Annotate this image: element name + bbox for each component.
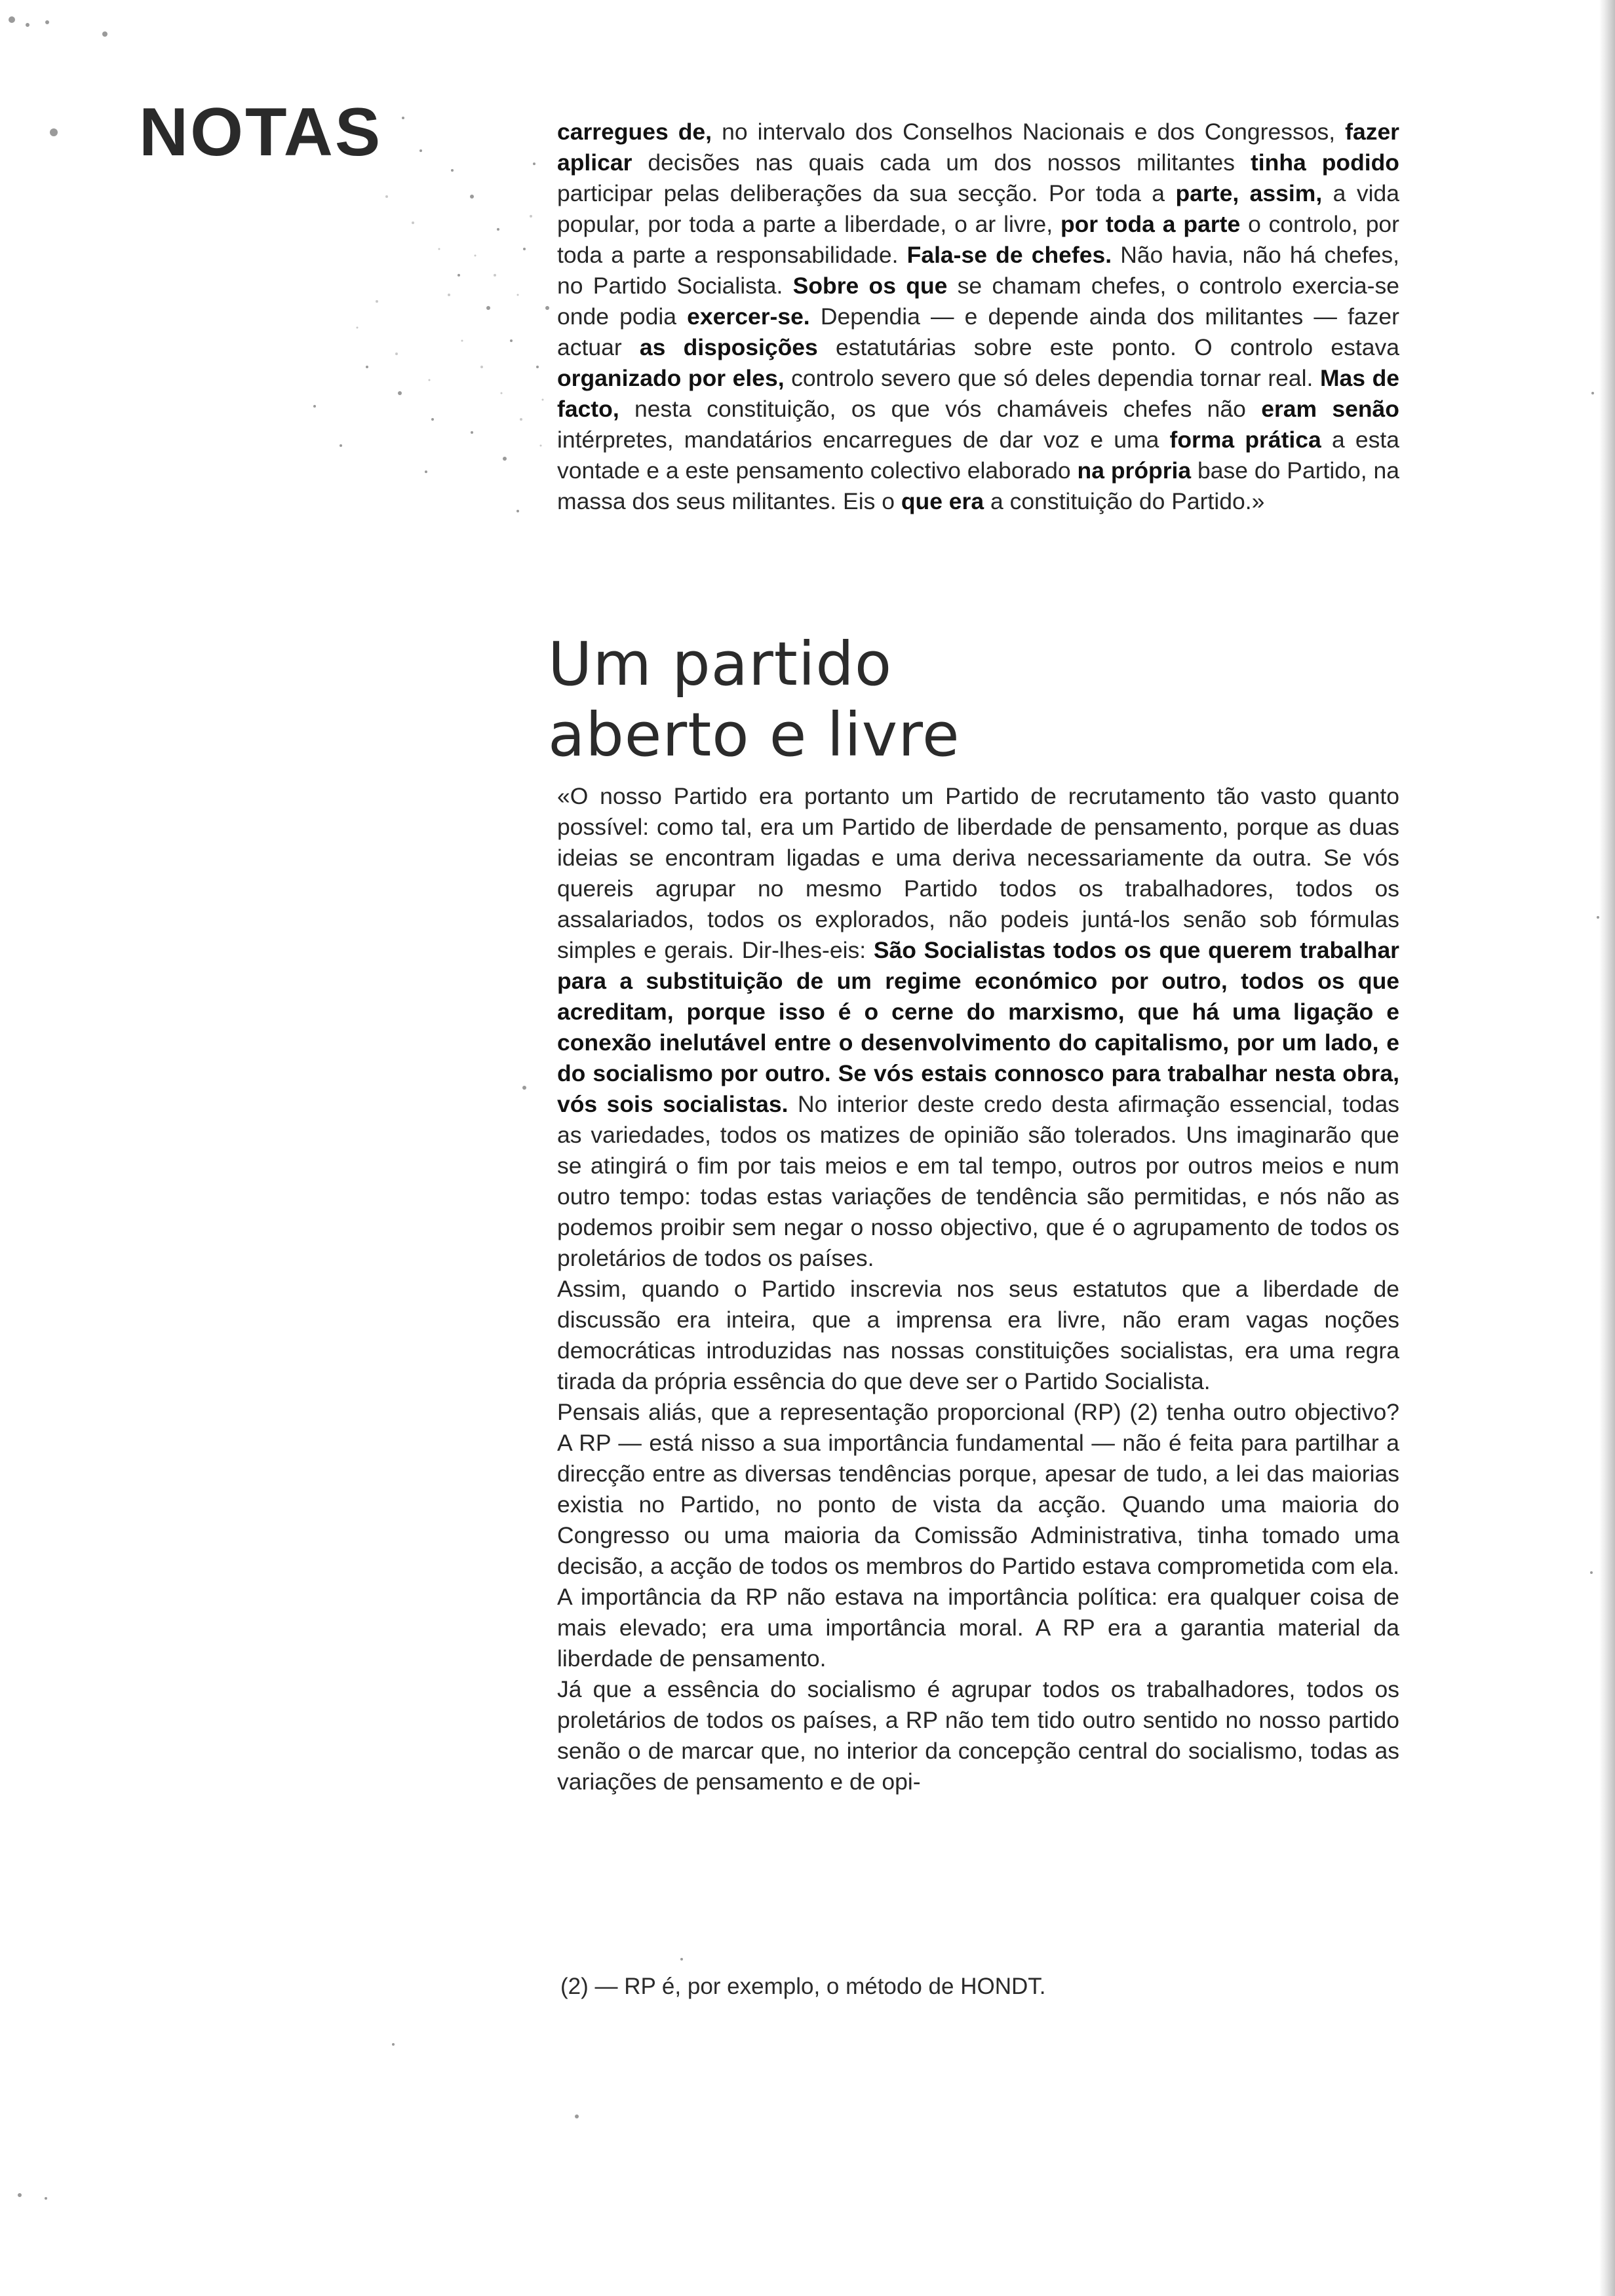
body-paragraph-3: Pensais aliás, que a representação proporcional (RP) (2) tenha outro objectivo? A RP — está nisso a sua importância fundamental — não é feita para partilhar a direcção entre as diversas tendências porque, apesar de tudo, a lei das maiorias existia no Partido, no ponto de vista da acção. Quando uma maioria do Congresso ou uma maioria da Comissão Administrativa, tinha tomado uma decisão, a acção de todos os membros do Partido estava comprometida com ela. A importância da RP não estava na importância política: era qualquer coisa de mais elevado; era uma importância moral. A RP era a garantia material da liberdade de pensamento.: [557, 1399, 1399, 1672]
intro-paragraph: [557, 117, 1399, 517]
intro-line-10-text: nesta constituição, os que vós chamáveis chefes não: [619, 396, 1262, 422]
intro-line-5-text: Não havia, não há chefes, no Partido Socialista.: [557, 242, 1400, 299]
heading-line-1: Um partido: [548, 629, 893, 699]
intro-line-4-bold: por toda a parte: [1060, 211, 1241, 237]
scan-edge-shadow: [1599, 0, 1615, 2296]
intro-line-14-text: a constituição do Partido.»: [984, 488, 1265, 514]
intro-line-0-bold: carregues de,: [557, 119, 712, 145]
intro-line-7-text: Dependia — e depende ainda dos militantes — fazer actuar: [557, 303, 1399, 360]
intro-text: [557, 117, 1399, 517]
intro-line-1-bold: fazer aplicar: [557, 119, 1399, 176]
body-p1-part-a: «O nosso Partido era portanto um Partido de recrutamento tão vasto quanto possível: como tal, era um Partido de liberdade de pensamento, porque as duas ideias se encontram ligadas e uma deriva necessariamente da outra. Se vós quereis agrupar no mesmo Partido todos os trabalhadores, todos os assalariados, todos os explorados, não podeis juntá-los senão sob fórmulas simples e gerais. Dir-lhes-eis:: [557, 783, 1399, 963]
intro-line-6-text: se chamam chefes, o controlo exercia-se onde podia: [557, 273, 1399, 330]
intro-line-3-bold: parte, assim,: [1175, 180, 1323, 206]
intro-line-2-text: participar pelas deliberações da sua secção. Por toda a: [557, 180, 1176, 206]
intro-line-12-text: a esta vontade e a este pensamento colectivo elaborado: [557, 427, 1399, 484]
article-heading: [548, 629, 1400, 771]
intro-line-8-bold: as disposições: [639, 334, 818, 360]
intro-line-14-bold: que era: [901, 488, 984, 514]
body-p1-bold-statement: São Socialistas todos os que querem trabalhar para a substituição de um regime económico por outro, todos os que acreditam, porque isso é o cerne do marxismo, que há uma ligação e conexão inelutável entre o desenvolvimento do capitalismo, por um lado, e do socialismo por outro. Se vós estais connosco para trabalhar nesta obra, vós sois socialistas.: [557, 937, 1399, 1117]
intro-line-8-text: estatutárias sobre este ponto. O controlo estava: [817, 334, 1399, 360]
intro-line-13-text: base do Partido, na massa dos seus militantes. Eis o: [557, 457, 1399, 514]
intro-line-11-bold: eram senão: [1261, 396, 1399, 422]
intro-line-9-text: controlo severo que só deles dependia tornar real.: [784, 365, 1320, 391]
intro-line-10-bold: Mas de facto,: [557, 365, 1399, 422]
article-body: [557, 781, 1399, 1797]
intro-line-6-bold: Sobre os que: [792, 273, 948, 299]
intro-line-12-bold: forma prática: [1169, 427, 1321, 453]
intro-line-3-text: a vida popular, por toda a parte a liberdade, o ar livre,: [557, 180, 1400, 237]
body-paragraph-2: Assim, quando o Partido inscrevia nos seus estatutos que a liberdade de discussão era inteira, que a imprensa era livre, não eram vagas noções democráticas introduzidas nas nossas constituições socialistas, era uma regra tirada da própria essência do que deve ser o Partido Socialista.: [557, 1276, 1399, 1394]
intro-line-0-text: no intervalo dos Conselhos Nacionais e dos Congressos,: [712, 119, 1346, 145]
intro-line-11-text: intérpretes, mandatários encarregues de dar voz e uma: [557, 427, 1170, 453]
intro-line-9-bold: organizado por eles,: [557, 365, 785, 391]
intro-line-5-bold: Fala-se de chefes.: [906, 242, 1112, 268]
body-p1-part-c: No interior deste credo desta afirmação essencial, todas as variedades, todos os matizes de opinião são tolerados. Uns imaginarão que se atingirá o fim por tais meios e em tal tempo, outros por outros meios e num outro tempo: todas estas variações de tendência são permitidas, e nós não as podemos proibir sem negar o nosso objectivo, que é o agrupamento de todos os proletários de todos os países.: [557, 1091, 1399, 1271]
intro-line-7-bold: exercer-se.: [687, 303, 810, 330]
intro-line-2-bold: tinha podido: [1250, 149, 1399, 176]
intro-line-4-text: o controlo, por toda a parte a responsabilidade.: [557, 211, 1399, 268]
intro-line-1-text: decisões nas quais cada um dos nossos militantes: [632, 149, 1251, 176]
heading-line-2: aberto e livre: [548, 700, 960, 770]
intro-line-13-bold: na própria: [1077, 457, 1192, 484]
footnote: (2) — RP é, por exemplo, o método de HONDT.: [560, 1974, 1046, 1999]
body-paragraph-1: [557, 781, 1399, 1274]
body-paragraph-4: Já que a essência do socialismo é agrupar todos os trabalhadores, todos os proletários de todos os países, a RP não tem tido outro sentido no nosso partido senão o de marcar que, no interior da concepção central do socialismo, todas as variações de pensamento e de opi-: [557, 1676, 1399, 1795]
section-label: NOTAS: [139, 94, 383, 170]
